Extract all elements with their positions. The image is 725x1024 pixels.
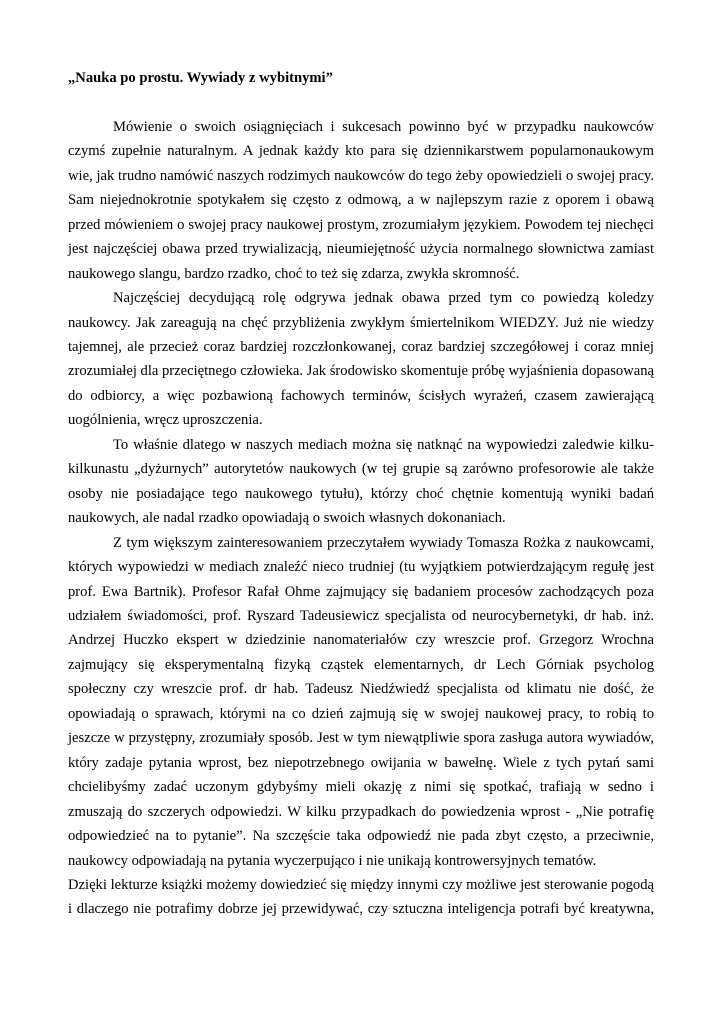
paragraph-1: Mówienie o swoich osiągnięciach i sukcesach powinno być w przypadku naukowców czymś zupełnie naturalnym. A jednak każdy kto para się dziennikarstwem popularnonaukowym wie, jak trudno namówić naszych rodzimych naukowców do tego żeby opowiedzieli o swojej pracy. Sam niejednokrotnie spotykałem się często z odmową, a w najlepszym razie z oporem i obawą przed mówieniem o swojej pracy naukowej prostym, zrozumiałym językiem. Powodem tej niechęci jest najczęściej obawa przed trywializacją, nieumiejętność użycia normalnego słownictwa zamiast naukowego slangu, bardzo rzadko, choć to też się zdarza, zwykła skromność. <box>68 118 654 282</box>
document-body <box>68 66 654 922</box>
paragraph-2: Najczęściej decydującą rolę odgrywa jednak obawa przed tym co powiedzą koledzy naukowcy. Jak zareagują na chęć przybliżenia zwykłym śmiertelnikom WIEDZY. Już nie wiedzy tajemnej, ale przecież coraz bardziej rozczłonkowanej, coraz bardziej szczegółowej i coraz mniej zrozumiałej dla przeciętnego człowieka. Jak środowisko skomentuje próbę wyjaśnienia dopasowaną do odbiorcy, a więc pozbawioną fachowych terminów, ścisłych wyrażeń, czasem zawierającą uogólnienia, wręcz uproszczenia. <box>68 290 654 429</box>
paragraph-5: Dzięki lekturze książki możemy dowiedzieć się między innymi czy możliwe jest sterowanie pogodą i dlaczego nie potrafimy dobrze jej przewidywać, czy sztuczna inteligencja potrafi być kreatywna, <box>68 877 654 918</box>
document-title: „Nauka po prostu. Wywiady z wybitnymi” <box>68 70 333 86</box>
paragraph-4: Z tym większym zainteresowaniem przeczytałem wywiady Tomasza Rożka z naukowcami, których wypowiedzi w mediach znaleźć nieco trudniej (tu wyjątkiem potwierdzającym regułę jest prof. Ewa Bartnik). Profesor Rafał Ohme zajmujący się badaniem procesów zachodzących poza udziałem świadomości, prof. Ryszard Tadeusiewicz specjalista od neurocybernetyki, dr hab. inż. Andrzej Huczko ekspert w dziedzinie nanomateriałów czy wreszcie prof. Grzegorz Wrochna zajmujący się eksperymentalną fizyką cząstek elementarnych, dr Lech Górniak psycholog społeczny czy wreszcie prof. dr hab. Tadeusz Niedźwiedź specjalista od klimatu nie dość, że opowiadają o sprawach, którymi na co dzień zajmują się w swojej naukowej pracy, to robią to jeszcze w przystępny, zrozumiały sposób. Jest w tym niewątpliwie spora zasługa autora wywiadów, który zadaje pytania wprost, bez niepotrzebnego owijania w bawełnę. Wiele z tych pytań sami chcielibyśmy zadać uczonym gdybyśmy mieli okazję z nimi się spotkać, trafiają w sedno i zmuszają do szczerych odpowiedzi. W kilku przypadkach do powiedzenia wprost - „Nie potrafię odpowiedzieć na to pytanie”. Na szczęście taka odpowiedź nie pada zbyt często, a przeciwnie, naukowcy odpowiadają na pytania wyczerpująco i nie unikają kontrowersyjnych tematów. <box>68 534 654 869</box>
paragraph-3: To właśnie dlatego w naszych mediach można się natknąć na wypowiedzi zaledwie kilku-kilkunastu „dyżurnych” autorytetów naukowych (w tej grupie są zarówno profesorowie ale także osoby nie posiadające tego naukowego tytułu), którzy choć chętnie komentują wyniki badań naukowych, ale nadal rzadko opowiadają o swoich własnych dokonaniach. <box>68 436 654 527</box>
